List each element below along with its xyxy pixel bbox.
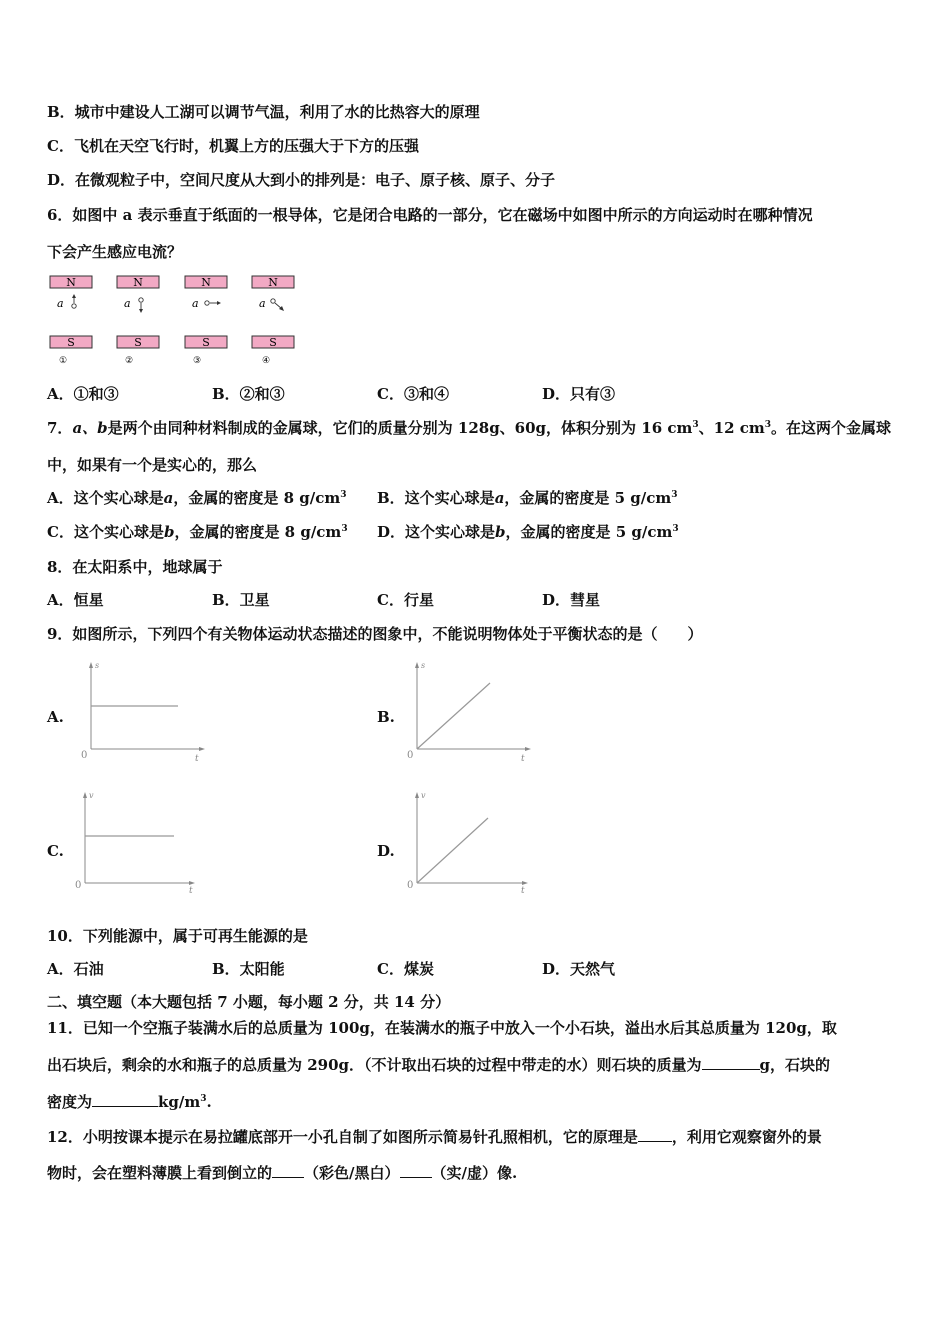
q8-option-d: D．彗星 [542, 591, 601, 609]
svg-text:v: v [421, 791, 426, 800]
q10-option-d: D．天然气 [542, 960, 616, 978]
q8-option-c: C．行星 [377, 591, 434, 609]
svg-text:S: S [202, 336, 210, 349]
conductor-3-right [192, 297, 221, 310]
graph-c-label: C. [47, 842, 64, 860]
q11-stem-line3: 密度为 $kg/m^3$. [47, 1093, 212, 1111]
north-magnet-4 [252, 276, 294, 289]
svg-text:0: 0 [407, 880, 414, 891]
svg-text:N: N [133, 276, 143, 289]
svg-text:S: S [67, 336, 75, 349]
south-magnet-3 [185, 336, 227, 349]
q5-option-c: C．飞机在天空飞行时，机翼上方的压强大于下方的压强 [47, 137, 419, 155]
south-magnet-1 [50, 336, 92, 349]
north-magnet-1 [50, 276, 92, 289]
q6-option-a: A．①和③ [47, 385, 119, 403]
q11-stem-line2: 出石块后，剩余的水和瓶子的总质量为 290g．（不计取出石块的过程中带走的水）则石块的质量为 g，石块的 [47, 1056, 831, 1074]
svg-text:t: t [189, 886, 193, 896]
q11-density-blank[interactable] [92, 1092, 158, 1107]
q12-stem-line2: 物时，会在塑料薄膜上看到倒立的 （彩色/黑白） （实/虚）像. [47, 1164, 518, 1182]
q7-option-c: C．这个实心球是b，金属的密度是 8 $g/cm^3$ [47, 523, 348, 541]
svg-text:N: N [66, 276, 76, 289]
q6-magnet-figure [44, 270, 306, 370]
svg-text:0: 0 [407, 750, 414, 761]
section-2-heading: 二、填空题（本大题包括 7 小题，每小题 2 分，共 14 分） [47, 993, 451, 1011]
svg-text:a: a [259, 297, 266, 310]
graph-d-label: D. [377, 842, 395, 860]
svg-text:t: t [195, 754, 199, 764]
q9-stem: 9．如图所示，下列四个有关物体运动状态描述的图象中，不能说明物体处于平衡状态的是（ ） [47, 625, 703, 643]
svg-text:t: t [521, 886, 525, 896]
svg-text:S: S [269, 336, 277, 349]
conductor-1-up [57, 294, 76, 310]
q12-color-blank[interactable] [272, 1163, 304, 1178]
conductor-2-down [124, 297, 143, 313]
q7-stem-line2: 中，如果有一个是实心的，那么 [47, 456, 258, 474]
svg-text:a: a [124, 297, 131, 310]
graph-a-label: A. [47, 708, 64, 726]
q7-option-a: A．这个实心球是a，金属的密度是 8 $g/cm^3$ [47, 489, 347, 507]
graph-c-v-t-horizontal [68, 786, 208, 896]
figure-number-3: ③ [192, 356, 202, 366]
south-magnet-4 [252, 336, 294, 349]
south-magnet-2 [117, 336, 159, 349]
graph-b-label: B. [377, 708, 395, 726]
q8-option-b: B．卫星 [212, 591, 270, 609]
q6-stem-line2: 下会产生感应电流？ [47, 243, 183, 261]
q5-option-d: D．在微观粒子中，空间尺度从大到小的排列是：电子、原子核、原子、分子 [47, 171, 556, 189]
q7-stem-line1: 7．a、b是两个由同种材料制成的金属球，它们的质量分别为 128g、60g，体积分别为 16 $cm^3$、12 $cm^3$。在这两个金属球 [47, 419, 892, 437]
conductor-4-diagonal [259, 297, 284, 311]
graph-a-s-t-horizontal [74, 656, 214, 766]
q10-option-a: A．石油 [47, 960, 104, 978]
graph-b-s-t-rising [400, 656, 540, 766]
q6-option-d: D．只有③ [542, 385, 616, 403]
svg-text:v: v [89, 791, 94, 800]
graph-d-v-t-rising [400, 786, 540, 896]
q10-option-c: C．煤炭 [377, 960, 434, 978]
q12-principle-blank[interactable] [638, 1127, 672, 1142]
svg-text:s: s [95, 661, 100, 670]
q6-option-b: B．②和③ [212, 385, 285, 403]
north-magnet-3 [185, 276, 227, 289]
svg-text:N: N [268, 276, 278, 289]
svg-text:0: 0 [81, 750, 88, 761]
svg-text:N: N [201, 276, 211, 289]
svg-text:t: t [521, 754, 525, 764]
figure-number-4: ④ [261, 356, 271, 366]
q5-option-b: B．城市中建设人工湖可以调节气温，利用了水的比热容大的原理 [47, 103, 480, 121]
q11-stem-line1: 11．已知一个空瓶子装满水后的总质量为 100g，在装满水的瓶子中放入一个小石块，溢出水后其总质量为 120g，取 [47, 1019, 837, 1037]
q8-stem: 8．在太阳系中，地球属于 [47, 558, 223, 576]
q10-stem: 10．下列能源中，属于可再生能源的是 [47, 927, 308, 945]
q12-image-type-blank[interactable] [400, 1163, 432, 1178]
figure-number-1: ① [58, 356, 68, 366]
svg-text:s: s [421, 661, 426, 670]
q6-option-c: C．③和④ [377, 385, 449, 403]
q10-option-b: B．太阳能 [212, 960, 285, 978]
svg-text:a: a [192, 297, 199, 310]
svg-text:S: S [134, 336, 142, 349]
north-magnet-2 [117, 276, 159, 289]
svg-text:a: a [57, 297, 64, 310]
q7-option-b: B．这个实心球是a，金属的密度是 5 $g/cm^3$ [377, 489, 678, 507]
q7-variables: a、b [72, 419, 108, 437]
q7-option-d: D．这个实心球是b，金属的密度是 5 $g/cm^3$ [377, 523, 679, 541]
q12-stem-line1: 12．小明按课本提示在易拉罐底部开一小孔自制了如图所示简易针孔照相机，它的原理是 ，利用它观察窗外的景 [47, 1128, 822, 1146]
figure-number-2: ② [124, 356, 134, 366]
q8-option-a: A．恒星 [47, 591, 104, 609]
svg-text:0: 0 [75, 880, 82, 891]
q11-mass-blank[interactable] [702, 1055, 760, 1070]
q6-stem-line1: 6．如图中 a 表示垂直于纸面的一根导体，它是闭合电路的一部分，它在磁场中如图中所示的方向运动时在哪种情况 [47, 206, 813, 224]
